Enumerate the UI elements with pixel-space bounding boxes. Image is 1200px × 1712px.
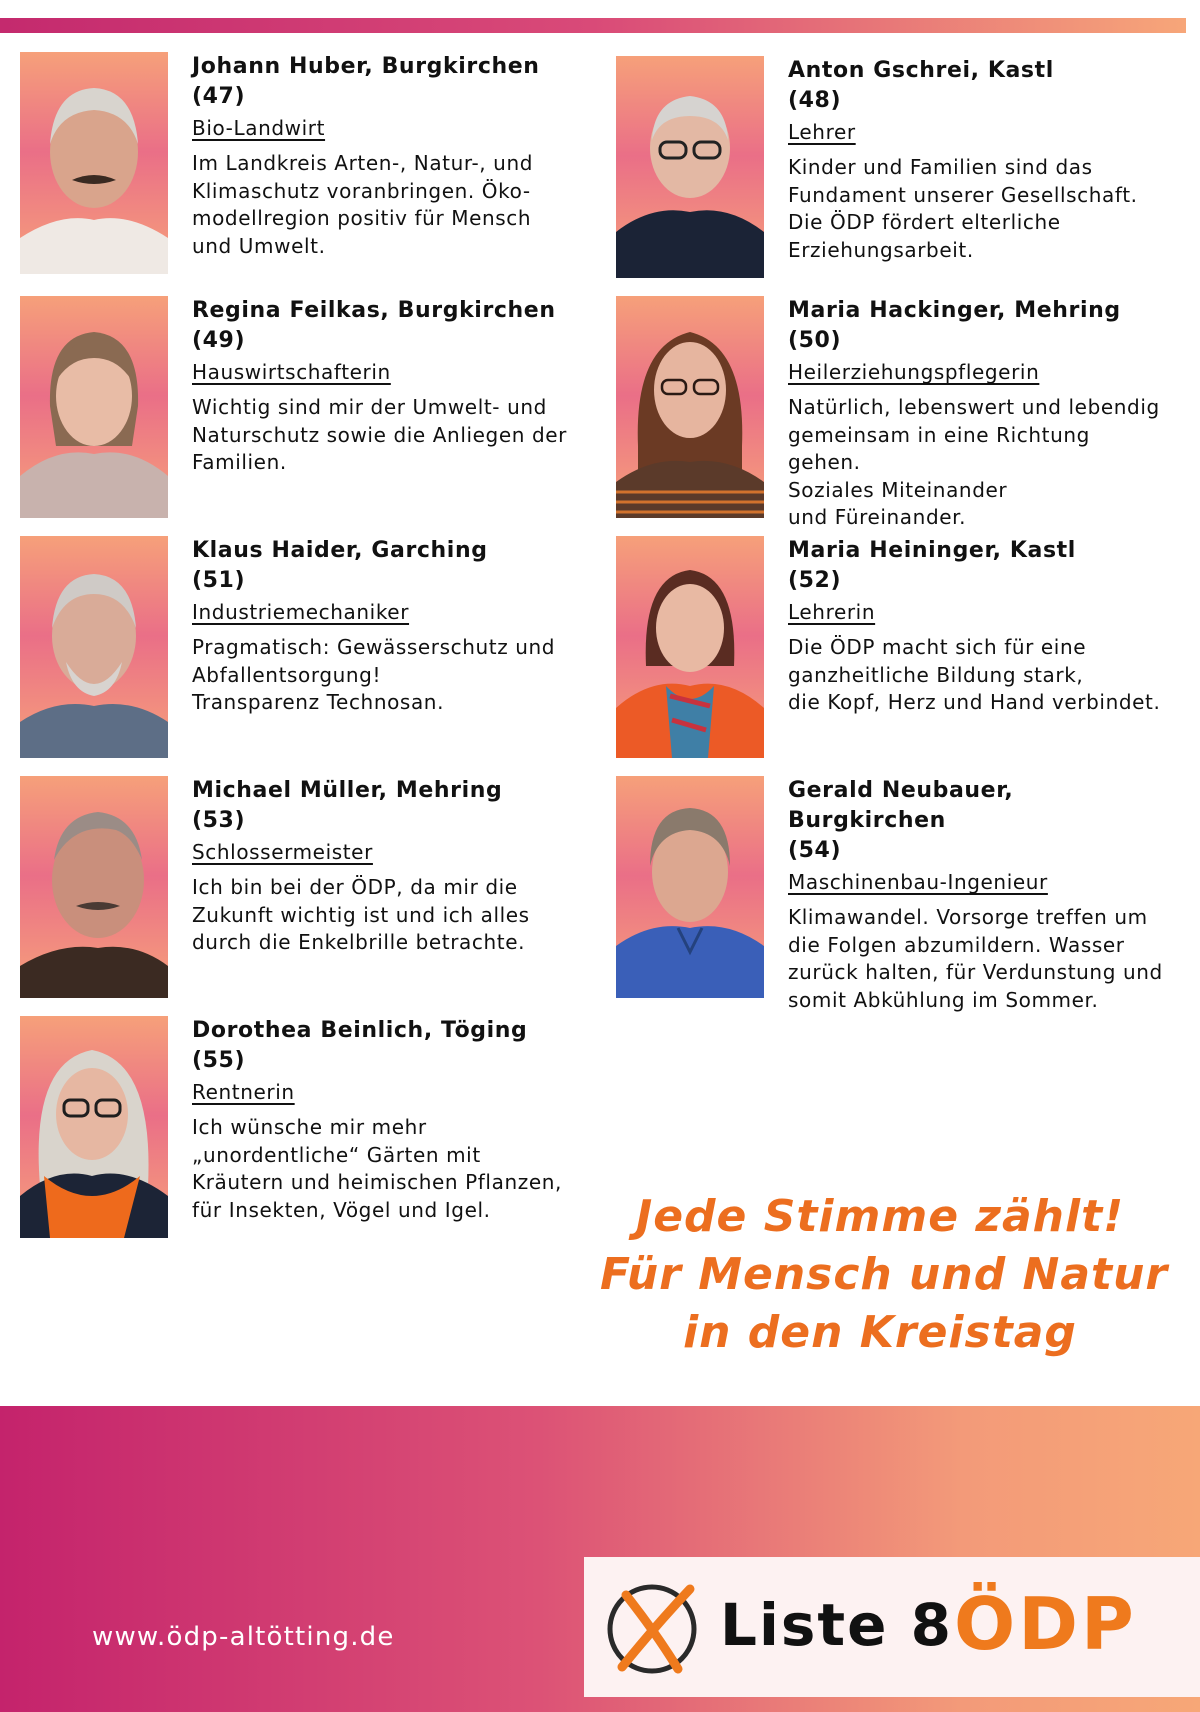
candidate-statement: Ich bin bei der ÖDP, da mir die Zukunft wichtig ist und ich alles durch die Enkelbrille betrachte.	[192, 875, 530, 954]
top-gradient-bar	[0, 18, 1186, 33]
candidate-occupation: Industriemechaniker	[192, 600, 410, 624]
candidate-statement: Die ÖDP macht sich für eine ganzheitliche Bildung stark, die Kopf, Herz und Hand verbindet.	[788, 635, 1161, 714]
candidate-photo	[20, 536, 168, 758]
candidate-card	[20, 776, 580, 1000]
website-link[interactable]: www.ödp-altötting.de	[92, 1622, 395, 1652]
candidate-age: (50)	[788, 328, 842, 353]
candidate-statement: Wichtig sind mir der Umwelt- und Naturschutz sowie die Anliegen der Familien.	[192, 395, 567, 474]
candidate-card	[20, 1016, 580, 1240]
candidate-occupation: Rentnerin	[192, 1080, 295, 1104]
candidate-occupation: Maschinenbau-Ingenieur	[788, 870, 1048, 894]
candidate-occupation: Bio-Landwirt	[192, 116, 326, 140]
candidate-photo	[616, 536, 764, 758]
candidate-name: Dorothea Beinlich, Töging	[192, 1018, 528, 1043]
candidate-name: Anton Gschrei, Kastl	[788, 58, 1054, 83]
candidate-card	[616, 56, 1176, 280]
candidate-photo	[20, 1016, 168, 1238]
candidate-statement: Klimawandel. Vorsorge treffen um die Folgen abzumildern. Wasser zurück halten, für Verdunstung und somit Abkühlung im Sommer.	[788, 905, 1163, 1012]
candidate-name: Johann Huber, Burgkirchen	[192, 54, 540, 79]
list-number-label: Liste 8	[720, 1591, 953, 1659]
candidate-name: Gerald Neubauer, Burgkirchen	[788, 778, 1014, 833]
candidate-photo	[20, 776, 168, 998]
candidate-age: (48)	[788, 88, 842, 113]
candidate-name: Michael Müller, Mehring	[192, 778, 503, 803]
candidate-card	[616, 776, 1176, 1012]
slogan-line-2: Für Mensch und Natur	[600, 1249, 1169, 1300]
candidate-age: (54)	[788, 838, 842, 863]
candidate-age: (47)	[192, 84, 246, 109]
candidate-card	[20, 296, 580, 520]
candidate-name: Maria Heininger, Kastl	[788, 538, 1076, 563]
candidate-photo	[616, 56, 764, 278]
party-name: ÖDP	[954, 1582, 1137, 1666]
candidate-card	[20, 52, 580, 276]
candidate-photo	[20, 52, 168, 274]
candidate-age: (55)	[192, 1048, 246, 1073]
candidate-age: (53)	[192, 808, 246, 833]
candidate-statement: Pragmatisch: Gewässerschutz und Abfallentsorgung! Transparenz Technosan.	[192, 635, 556, 714]
slogan-line-1: Jede Stimme zählt!	[635, 1191, 1125, 1242]
candidate-name: Maria Hackinger, Mehring	[788, 298, 1121, 323]
candidate-occupation: Hauswirtschafterin	[192, 360, 391, 384]
candidate-card	[616, 536, 1176, 760]
ballot-logo-box	[584, 1557, 1200, 1697]
candidate-name: Klaus Haider, Garching	[192, 538, 488, 563]
candidate-photo	[20, 296, 168, 518]
candidate-occupation: Lehrerin	[788, 600, 876, 624]
candidate-photo	[616, 776, 764, 998]
candidate-age: (51)	[192, 568, 246, 593]
candidate-statement: Kinder und Familien sind das Fundament unserer Gesellschaft. Die ÖDP fördert elterliche Erziehungsarbeit.	[788, 155, 1138, 262]
candidate-card	[616, 296, 1176, 529]
candidate-statement: Ich wünsche mir mehr „unordentliche“ Gärten mit Kräutern und heimischen Pflanzen, für Insekten, Vögel und Igel.	[192, 1115, 562, 1222]
candidate-statement: Im Landkreis Arten-, Natur-, und Klimaschutz voranbringen. Öko- modellregion positiv für Mensch und Umwelt.	[192, 151, 534, 258]
candidate-occupation: Lehrer	[788, 120, 856, 144]
candidate-age: (52)	[788, 568, 842, 593]
candidate-occupation: Schlossermeister	[192, 840, 373, 864]
candidate-statement: Natürlich, lebenswert und lebendig gemeinsam in eine Richtung gehen. Soziales Miteinander und Füreinander.	[788, 395, 1160, 529]
candidate-age: (49)	[192, 328, 246, 353]
candidate-card	[20, 536, 580, 760]
candidate-occupation: Heilerziehungspflegerin	[788, 360, 1040, 384]
candidate-name: Regina Feilkas, Burgkirchen	[192, 298, 556, 323]
slogan-line-3: in den Kreistag	[683, 1307, 1077, 1358]
ballot-cross-icon	[604, 1577, 704, 1677]
candidate-photo	[616, 296, 764, 518]
campaign-slogan	[600, 1188, 1169, 1362]
